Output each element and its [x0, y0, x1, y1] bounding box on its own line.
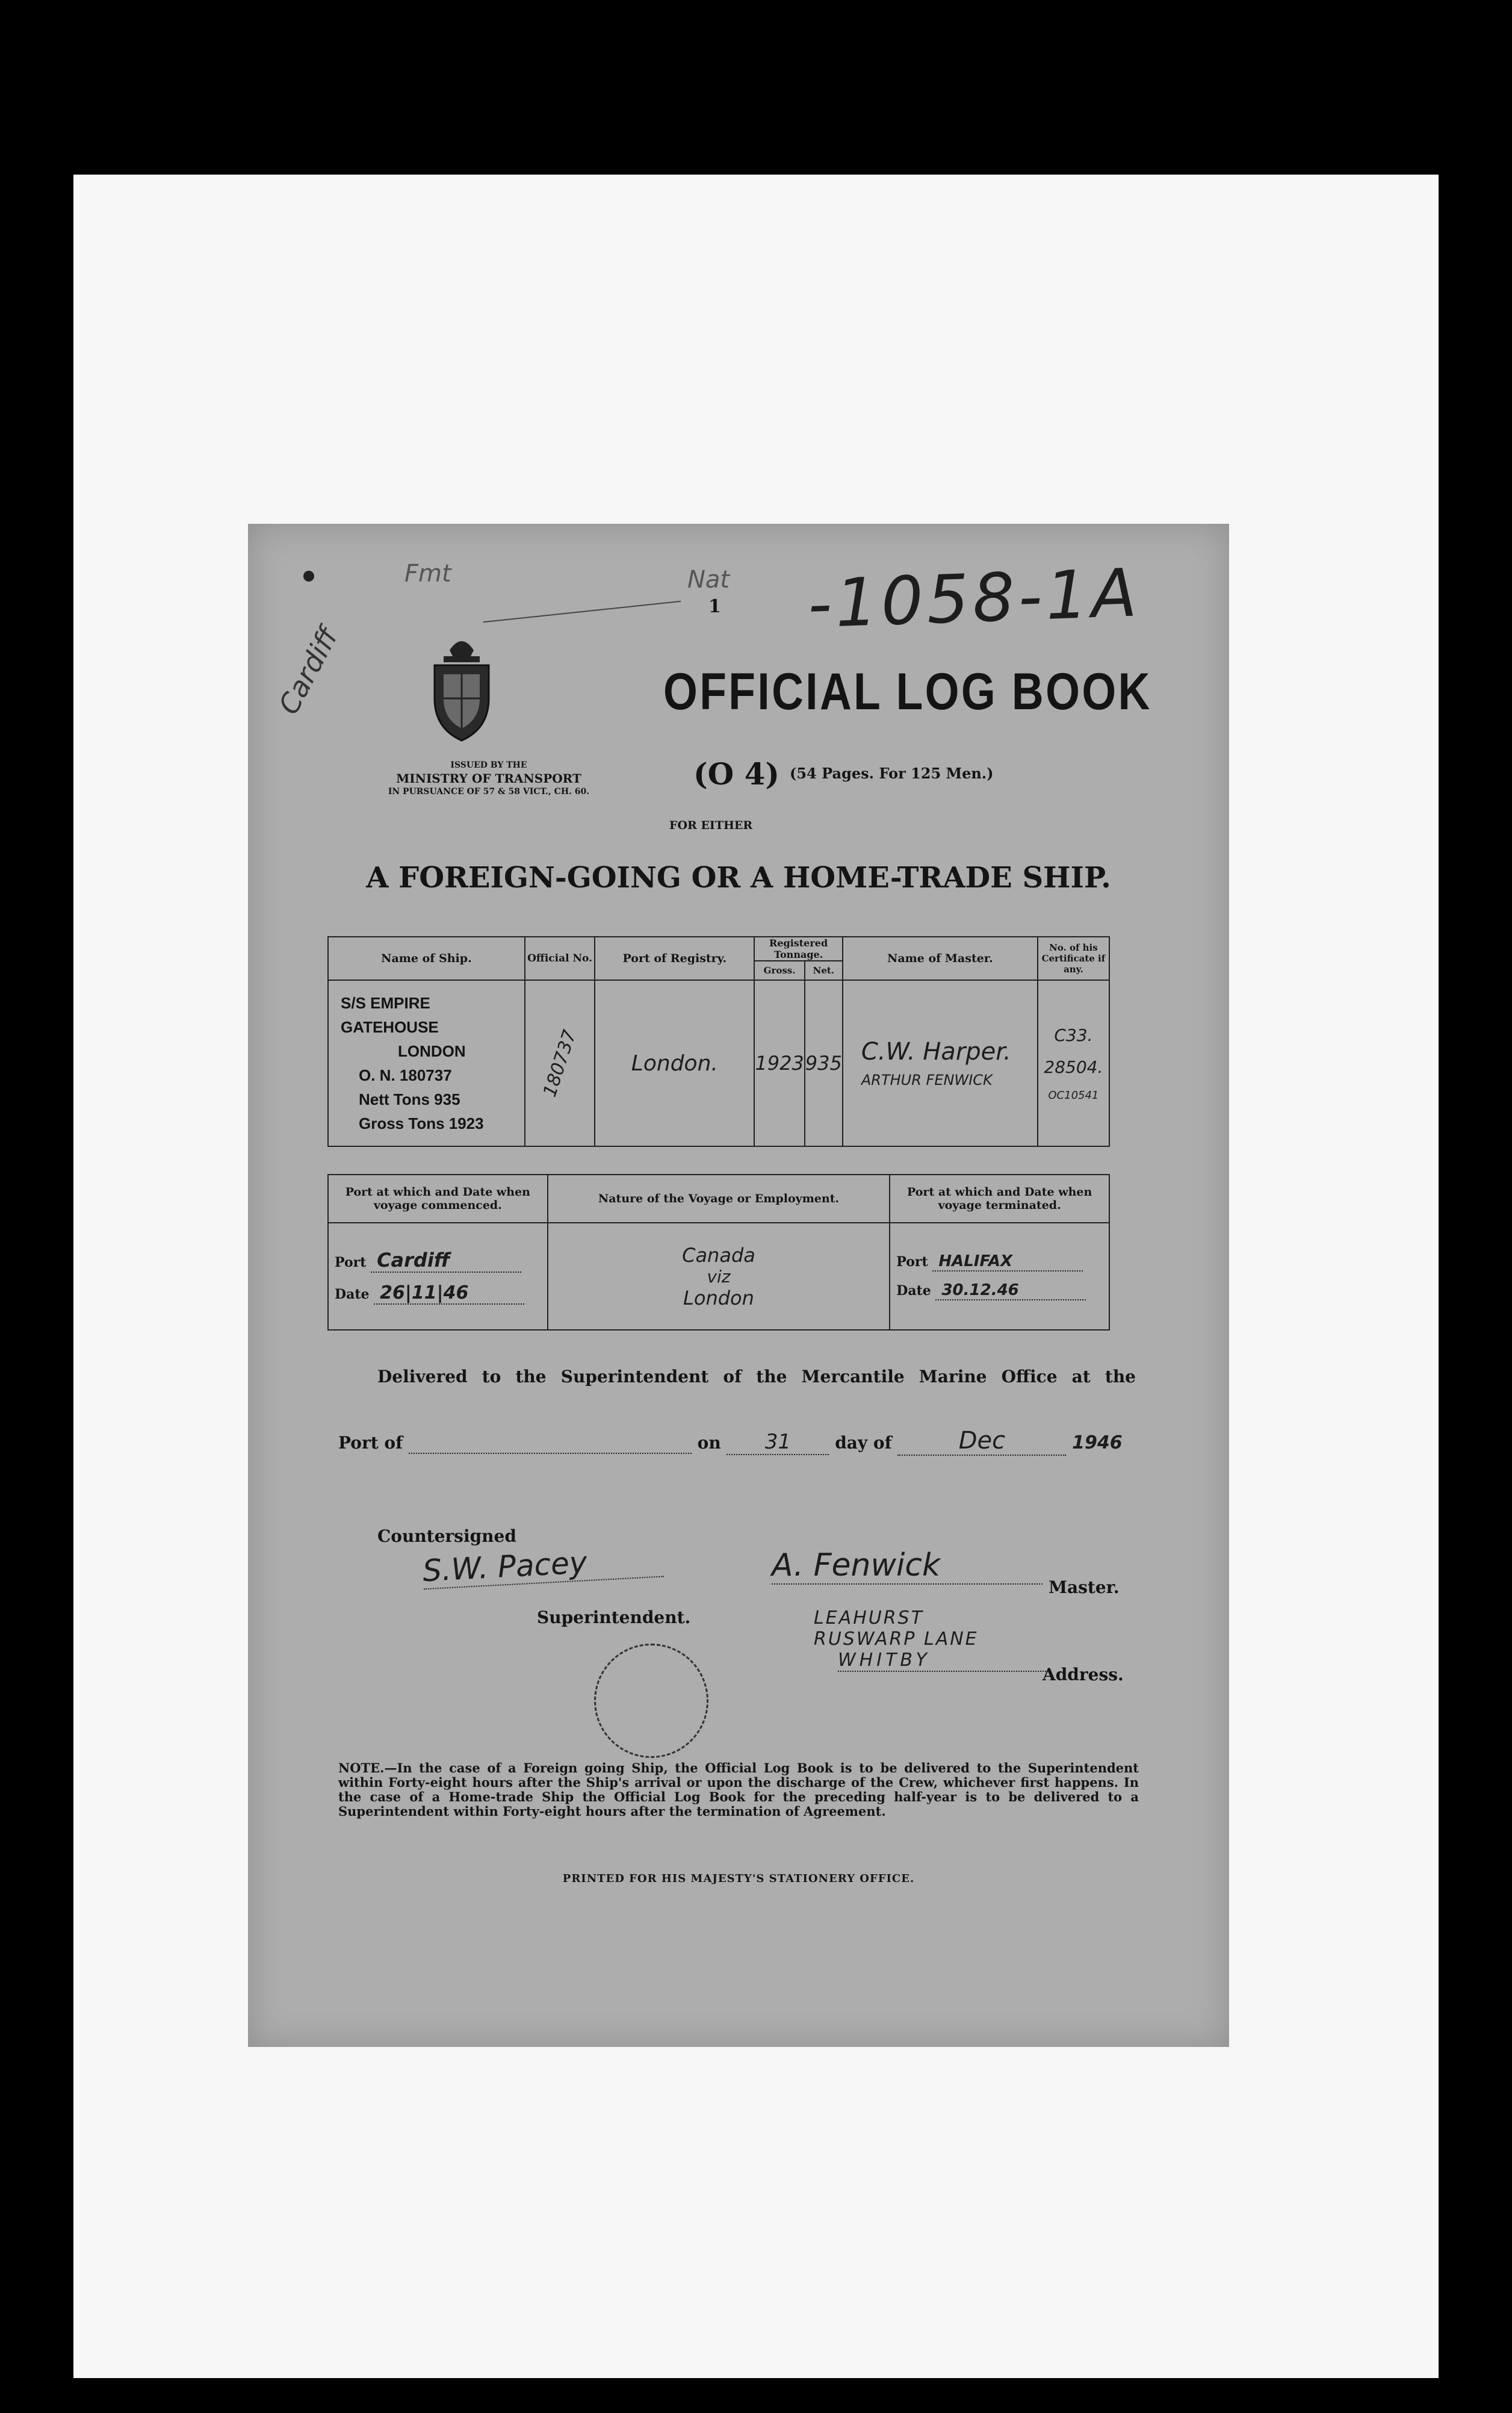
log-book-cover	[248, 524, 1229, 2047]
col-header-name-of-ship: Name of Ship.	[328, 937, 525, 980]
official-stamp	[594, 1644, 708, 1758]
nature-cell	[548, 1223, 890, 1330]
delivery-port-line	[338, 1427, 1139, 1456]
start-date-value: 26|11|46	[374, 1282, 524, 1305]
delivery-year: 1946	[1072, 1432, 1123, 1453]
port-of-label: Port of	[338, 1433, 403, 1453]
voyage-table	[327, 1174, 1110, 1331]
margin-note-nat: Nat	[687, 566, 730, 594]
nature-line: Canada	[682, 1243, 755, 1267]
ship-line: S/S EMPIRE GATEHOUSE	[341, 994, 439, 1036]
punch-hole	[303, 571, 314, 582]
ship-line: LONDON	[398, 1042, 466, 1060]
subtitle: A FOREIGN-GOING OR A HOME-TRADE SHIP.	[366, 861, 1111, 895]
master-cell	[843, 980, 1038, 1146]
port-of-blank	[409, 1433, 692, 1454]
port-label: Port	[335, 1254, 367, 1270]
port-of-registry-cell	[595, 980, 754, 1146]
issued-by-line: ISSUED BY THE	[450, 760, 527, 770]
issued-by	[320, 759, 657, 798]
certificate-value: OC10541	[1048, 1088, 1099, 1102]
superintendent-signature: S.W. Pacey	[422, 1541, 665, 1590]
nature-line: viz	[707, 1266, 731, 1287]
certificate-cell	[1038, 980, 1109, 1146]
col-header-gross: Gross.	[754, 961, 804, 980]
gross-tonnage-value: 1923	[755, 1052, 804, 1075]
pages-note: (54 Pages. For 125 Men.)	[790, 765, 994, 782]
certificate-value: 28504.	[1044, 1057, 1103, 1077]
address-label: Address.	[1043, 1665, 1124, 1685]
start-port-value: Cardiff	[371, 1249, 521, 1273]
net-tonnage-cell	[805, 980, 843, 1146]
note-text: —In the case of a Foreign going Ship, the Official Log Book is to be delivered to the Superintendent within Forty-eight hours after the Ship's arrival or upon the discharge of the Crew, whichever first happens. In the case of a Home-trade Ship the Official Log Book for the preceding half-year is to be delivered to a Superintendent within Forty-eight hours after the termination of Agreement.	[338, 1760, 1139, 1819]
master-signature-bottom: A. Fenwick	[772, 1547, 1043, 1585]
margin-note-fmt: Fmt	[404, 560, 451, 588]
on-label: on	[697, 1433, 721, 1453]
pencil-stroke	[483, 601, 681, 623]
col-header-port-of-registry: Port of Registry.	[595, 937, 754, 980]
master-address	[814, 1607, 1049, 1672]
end-date-value: 30.12.46	[935, 1281, 1086, 1300]
handwritten-reference: -1058-1A	[806, 554, 1142, 643]
delivery-month: Dec	[897, 1427, 1066, 1456]
end-port-value: HALIFAX	[932, 1252, 1083, 1272]
net-tonnage-value: 935	[805, 1052, 842, 1075]
delivery-statement: Delivered to the Superintendent of the Mercantile Marine Office at the	[377, 1367, 1136, 1387]
page-number: 1	[708, 596, 721, 617]
address-line: RUSWARP LANE	[814, 1629, 979, 1650]
delivery-day: 31	[727, 1430, 829, 1455]
ship-details-table	[327, 936, 1110, 1147]
ship-line: Gross Tons 1923	[359, 1114, 484, 1132]
date-label: Date	[335, 1286, 370, 1302]
port-label: Port	[896, 1254, 928, 1270]
col-header-certificate: No. of his Certificate if any.	[1038, 937, 1109, 980]
col-header-registered-tonnage: Registered Tonnage.	[754, 937, 843, 961]
master-name: ARTHUR FENWICK	[861, 1072, 993, 1088]
issued-by-line: MINISTRY OF TRANSPORT	[396, 771, 581, 786]
note-paragraph	[338, 1761, 1139, 1819]
day-of-label: day of	[835, 1433, 892, 1453]
official-no-value: 180737	[539, 1027, 581, 1099]
ship-line: O. N. 180737	[359, 1066, 452, 1084]
master-signature: C.W. Harper.	[861, 1038, 1011, 1066]
port-of-registry-value: London.	[631, 1051, 718, 1076]
margin-note-cardiff: Cardiff	[272, 622, 345, 720]
printer-footer: PRINTED FOR HIS MAJESTY'S STATIONERY OFFICE.	[562, 1872, 915, 1885]
gross-tonnage-cell	[754, 980, 804, 1146]
for-either-label: FOR EITHER	[669, 819, 753, 832]
commenced-cell	[328, 1223, 548, 1330]
address-line: LEAHURST	[814, 1607, 924, 1629]
page-title: OFFICIAL LOG BOOK	[663, 663, 1152, 721]
form-code: (O 4)	[693, 756, 780, 792]
date-label: Date	[896, 1283, 931, 1299]
nature-line: London	[683, 1286, 754, 1309]
certificate-value: C33.	[1054, 1025, 1093, 1045]
note-label: NOTE.	[338, 1760, 385, 1775]
issued-by-line: IN PURSUANCE OF 57 & 58 VICT., CH. 60.	[388, 787, 590, 797]
superintendent-label: Superintendent.	[537, 1607, 691, 1627]
col-header-commenced: Port at which and Date when voyage commenced.	[328, 1175, 548, 1223]
master-label: Master.	[1049, 1577, 1120, 1597]
ship-line: Nett Tons 935	[359, 1090, 460, 1108]
terminated-cell	[890, 1223, 1109, 1330]
col-header-nature: Nature of the Voyage or Employment.	[548, 1175, 890, 1223]
col-header-terminated: Port at which and Date when voyage terminated.	[890, 1175, 1109, 1223]
ship-name-cell	[328, 980, 525, 1146]
official-no-cell	[525, 980, 595, 1146]
address-line: WHITBY	[838, 1650, 1049, 1672]
col-header-official-no: Official No.	[525, 937, 595, 980]
countersigned-label: Countersigned	[377, 1526, 516, 1546]
col-header-net: Net.	[805, 961, 843, 980]
col-header-name-of-master: Name of Master.	[843, 937, 1038, 980]
royal-crest-icon	[417, 632, 507, 747]
